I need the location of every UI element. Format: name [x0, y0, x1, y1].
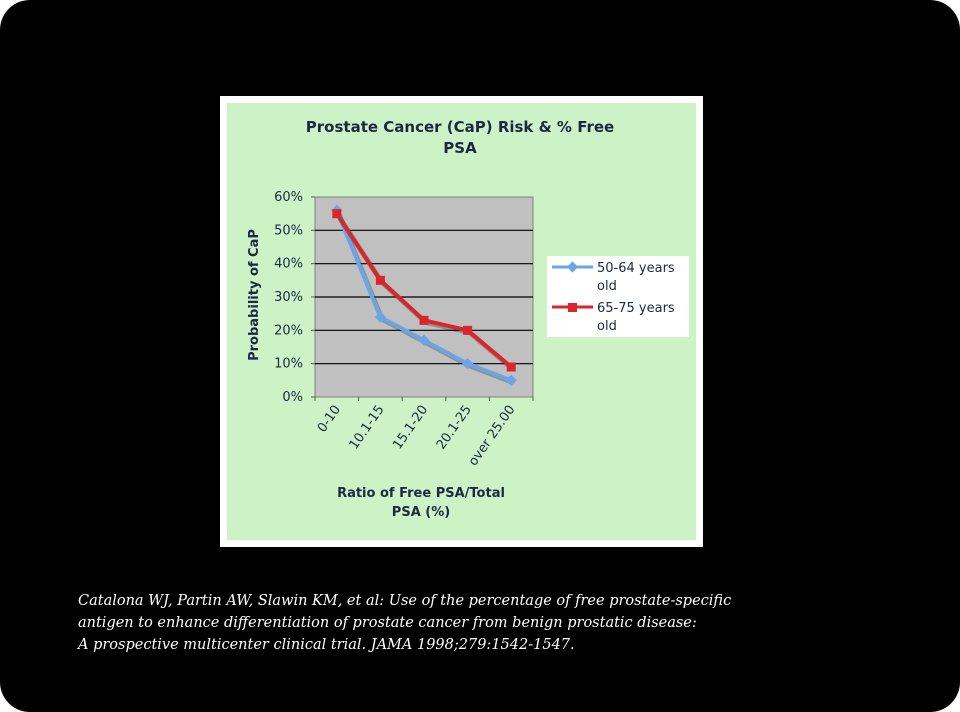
x-tick-label: 15.1-20: [390, 402, 432, 453]
x-tick-label: 20.1-25: [433, 402, 475, 453]
x-axis-title-line-2: PSA (%): [391, 505, 451, 520]
citation-line-1: Catalona WJ, Partin AW, Slawin KM, et al: Use of the percentage of free prostate-specific: [78, 593, 732, 609]
series-2-point: [507, 363, 516, 372]
y-tick-label: 40%: [274, 256, 303, 272]
legend-marker-series-2: [568, 303, 577, 312]
citation-line-2: antigen to enhance differentiation of prostate cancer from benign prostatic disease:: [78, 615, 697, 631]
chart-title-line-2: PSA: [443, 139, 477, 157]
y-tick-label: 10%: [274, 356, 303, 372]
x-tick-label: 0-10: [314, 402, 345, 436]
x-axis-title-line-1: Ratio of Free PSA/Total: [337, 486, 505, 501]
y-tick-label: 60%: [274, 190, 303, 205]
series-2-point: [332, 209, 341, 218]
series-2-point: [376, 276, 385, 285]
legend: [547, 256, 689, 337]
citation-line-3: A prospective multicenter clinical trial. JAMA 1998;279:1542-1547.: [78, 637, 575, 653]
legend-label-series-1-line-2: old: [597, 279, 617, 294]
series-2-point: [420, 316, 429, 325]
y-tick-label: 50%: [274, 223, 303, 239]
y-tick-label: 0%: [282, 390, 303, 405]
line-chart: [220, 96, 703, 547]
y-tick-label: 30%: [274, 290, 303, 305]
x-tick-label: over 25.00: [465, 402, 519, 469]
chart-frame: [220, 96, 703, 547]
y-tick-label: 20%: [274, 323, 303, 339]
series-2-point: [463, 326, 472, 335]
x-tick-label: 10.1-15: [346, 402, 388, 453]
citation: [78, 590, 798, 656]
legend-label-series-1-line-1: 50-64 years: [597, 261, 675, 276]
chart-title-line-1: Prostate Cancer (CaP) Risk & % Free: [305, 118, 615, 136]
legend-label-series-2-line-2: old: [597, 319, 617, 334]
legend-label-series-2-line-1: 65-75 years: [597, 301, 675, 316]
y-axis-title: Probability of CaP: [247, 229, 262, 361]
